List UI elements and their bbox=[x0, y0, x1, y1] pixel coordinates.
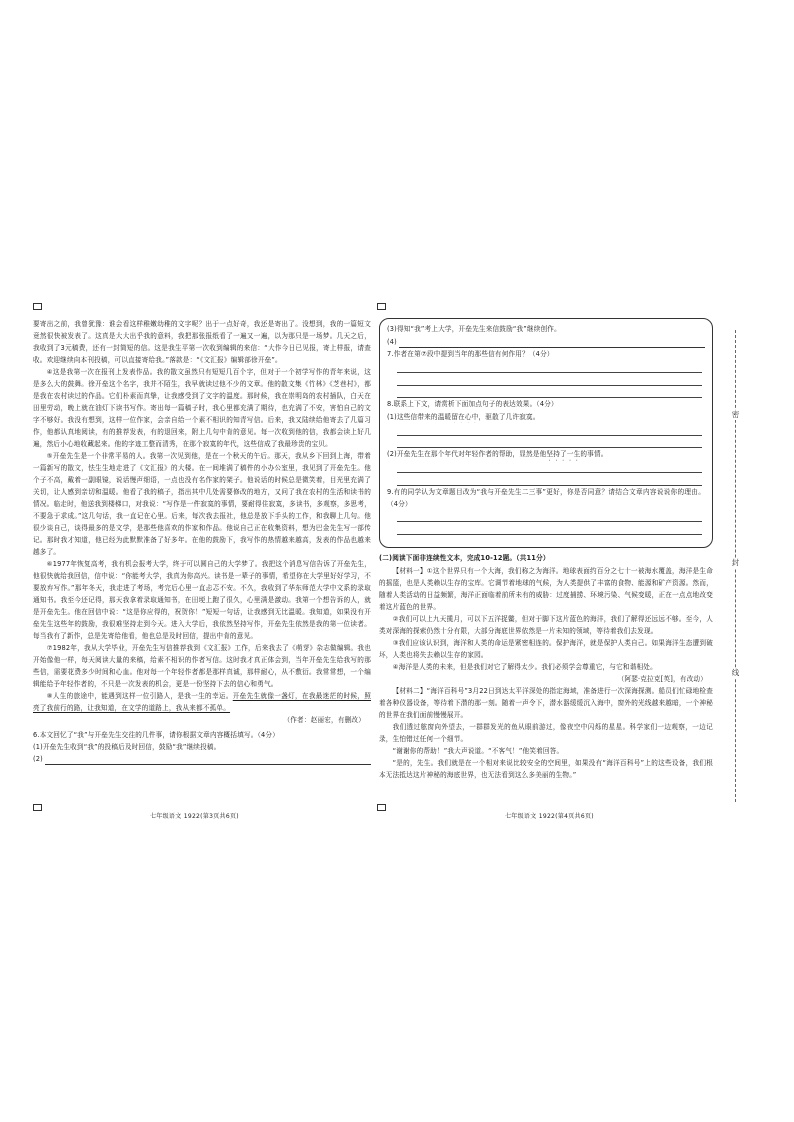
material-source: （阿瑟·克拉克[英]，有改动） bbox=[617, 675, 707, 683]
page-footer-left: 七年级语文 1922(第3页共6页) bbox=[150, 813, 239, 820]
dotted-text: 留在心中 bbox=[451, 412, 479, 421]
closing-text: ⑧人生的旅途中，能遇到这样一位引路人，是我一生的幸运。 bbox=[46, 692, 233, 700]
registration-mark bbox=[33, 303, 42, 310]
material-paragraph: 【材料二】“海洋百科号”3月22日到达太平洋深处的指定海域，准备进行一次深海探测。船员们忙碌地检查着各种仪器设备，等待着下潜的那一刻。随着一声令下，潜水器缓缓沉入海中，窗外的光线越来越暗，一个神秘的世界在我们面前慢慢展开。 bbox=[379, 687, 713, 719]
essay-paragraph: 要寄出之前，我曾犹豫：谁会看这样稚嫩幼稚的文字呢？出于一点好奇，我还是寄出了。没想到，我的一篇短文竟然很快被发表了。这真是大大出乎我的意料，我把那张报纸看了一遍又一遍，以为那只是一场梦。几天之后，我收到了3元稿费，还有一封简短的信。这是我生平第一次收到编辑的来信：“大作今日已见报，寄上样报，请查收。欢迎继续向本刊投稿，可以直接寄给我。”落款是：“《文汇报》编辑部徐开垒”。 bbox=[33, 320, 371, 364]
material-paragraph: ②我们可以上九天揽月，可以下五洋捉鳖，但对于脚下这片蓝色的海洋，我们了解得还远远不够。至今，人类对深海的探索仍然十分有限，大部分海底世界依然是一片未知的领域，等待着我们去发现。 bbox=[379, 615, 713, 635]
answer-line bbox=[397, 522, 702, 535]
item-text: ，驱散了几许寂寞。 bbox=[478, 412, 540, 421]
underlined-sentence: 开垒先生就像一盏灯，在我最迷茫的时候，照亮了我前行的路，让我知道，在文学的道路上，我从来都不孤单。 bbox=[33, 692, 371, 712]
question-8-item-2 bbox=[387, 448, 705, 461]
binding-mark-char: 线 bbox=[729, 668, 742, 678]
left-page-essay bbox=[33, 318, 371, 765]
essay-paragraph: ⑥1977年恢复高考，我有机会报考大学，终于可以圆自己的大学梦了。我把这个消息写信告诉了开垒先生，他很快就给我回信，信中说：“你能考大学，我真为你高兴。读书是一辈子的事情，希望你在大学里好好学习，不要放弃写作。”那年冬天，我走进了考场，考完后心里一直忐忑不安。不久，我收到了华东师范大学中文系的录取通知书。我至今还记得，那天我拿着录取通知书，在田埂上跑了很久，心里满是激动。我第一个想告诉的人，就是开垒先生。他在回信中说：“这是你应得的，祝贺你！”短短一句话，让我感到无比温暖。我知道，如果没有开垒先生这些年的鼓励，我很难坚持走到今天。进入大学后，我依然坚持写作，开垒先生依然是我的第一位读者。每当我有了新作，总是先寄给他看，他也总是及时回信，提出中肯的意见。 bbox=[33, 560, 371, 640]
item-label: (2) bbox=[387, 450, 397, 458]
material-paragraph: 我们透过舷窗向外望去，一群群发光的鱼从眼前游过，像夜空中闪烁的星星。科学家们一边观察，一边记录，生怕错过任何一个细节。 bbox=[379, 723, 713, 743]
material-paragraph: ④海洋是人类的未来，但是我们对它了解得太少。我们必须学会尊重它，与它和谐相处。 bbox=[392, 663, 657, 671]
page-footer-right: 七年级语文 1922(第4页共6页) bbox=[505, 813, 594, 820]
question-7-stem: 7.作者在第⑦段中提到当年的那些信有何作用？（4分） bbox=[387, 350, 554, 358]
essay-paragraph: ④这是我第一次在报刊上发表作品。我的散文虽然只有短短几百个字，但对于一个初学写作的青年来说，这是多么大的鼓舞。徐开垒这个名字，我并不陌生，我早就读过他不少的文章。他的散文集《竹林》《芝巷村》，都是我在农村读过的作品。它们朴素而真挚，让我感受到了文字的温度。那时候，我在崇明岛的农村插队，白天在田里劳动，晚上就在油灯下读书写作。寄出每一篇稿子时，我心里都充满了期待，也充满了不安，害怕自己的文字不够好。我没有想到，这样一位作家，会亲自给一个素不相识的知青写信。后来，我又陆续给他寄去了几篇习作，他都认真地阅读，有的推荐发表，有的退回来，附上几句中肯的意见。每一次收到他的信，我都会读上好几遍，然后小心地收藏起来。他的字迹工整而清秀，在那个寂寞的年代，这些信成了我最珍贵的宝贝。 bbox=[33, 368, 371, 448]
answer-line bbox=[397, 510, 702, 523]
answer-line bbox=[397, 473, 702, 486]
material-paragraph: “是的，先生。我们就是在一个相对来说比较安全的空间里，如果没有“海洋百科号”上的这些设备，我们根本无法抵达这片神秘的海底世界，也无法看到这么多美丽的生物。” bbox=[379, 759, 713, 779]
question-9-stem: 9.有的同学认为文章题目改为“我与开垒先生二三事”更好，你是否同意？请结合文章内容说说你的理由。（4分） bbox=[387, 487, 705, 508]
question-8-stem: 8.联系上下文，请赏析下面加点句子的表达效果。（4分） bbox=[387, 400, 558, 408]
question-6-answer-4 bbox=[387, 336, 705, 349]
question-6-answer-3: (3)得知“我”考上大学，开垒先生来信鼓励“我”继续创作。 bbox=[387, 325, 561, 333]
item-text: 开垒先生在那个年代对年轻作者的帮助，显然是他 bbox=[396, 450, 547, 458]
item-text: 这些信带来的温暖 bbox=[396, 412, 452, 421]
answer-line bbox=[397, 386, 702, 399]
answer-label: (2) bbox=[33, 755, 43, 763]
answer-line bbox=[397, 361, 702, 374]
answer-label: (4) bbox=[387, 338, 397, 346]
answer-line bbox=[397, 436, 702, 449]
answer-line bbox=[397, 461, 702, 474]
binding-mark-char: 封 bbox=[729, 558, 742, 568]
section-title: (二)阅读下面非连续性文本，完成10-12题。（共11分） bbox=[379, 554, 550, 562]
binding-mark-char: 密 bbox=[729, 410, 742, 420]
item-text: 的事情。 bbox=[580, 450, 608, 458]
answer-line bbox=[397, 423, 702, 436]
question-6-answer-1: (1)开垒先生收到“我”的投稿后及时回信，鼓励“我”继续投稿。 bbox=[33, 743, 221, 751]
material-paragraph: “谢谢你的帮助！”我大声说道。“不客气！”他笑着回答。 bbox=[392, 747, 564, 755]
essay-source: （作者：赵丽宏，有删改） bbox=[283, 716, 365, 724]
essay-paragraph: ⑦1982年，我从大学毕业，开垒先生写信推荐我到《文汇报》工作，后来我去了《萌芽》杂志做编辑。我也开始像他一样，每天阅读大量的来稿，给素不相识的作者写信。这时我才真正体会到，当年开垒先生给我写的那些信，需要花费多少时间和心血。他对每一个年轻作者都是那样真诚，那样耐心，从不敷衍。我常常想，一个编辑能给予年轻作者的，不只是一次发表的机会，更是一份坚持下去的信心和勇气。 bbox=[33, 644, 371, 688]
essay-paragraph: ⑤开垒先生是一个非常平易的人。我第一次见到他，是在一个秋天的午后。那天，我从乡下回到上海，带着一篇新写的散文，怯生生地走进了《文汇报》的大楼。在一间堆满了稿件的小办公室里，我见到了开垒先生。他个子不高，戴着一副眼镜，说话慢声细语，一点也没有名作家的架子。他说话的时候总是微笑着，目光里充满了关切，让人感到亲切和温暖。他看了我的稿子，指出其中几处需要修改的地方，又问了我在农村的生活和读书的情况。临走时，他送我到楼梯口，对我说：“写作是一件寂寞的事情，要耐得住寂寞，多读书，多观察，多思考，不要急于求成。”这几句话，我一直记在心里。后来，每次我去报社，他总是放下手头的工作，和我聊上几句。他很少谈自己，谈得最多的是文学，是那些他喜欢的作家和作品。他说自己正在收集资料，想为巴金先生写一部传记。那时我才知道，他已经为此默默准备了好多年。在他的鼓励下，我写作的热情越来越高，发表的作品也越来越多了。 bbox=[33, 452, 371, 556]
essay-closing-paragraph bbox=[33, 690, 371, 714]
reading-section bbox=[379, 552, 713, 781]
answer-line bbox=[45, 755, 371, 765]
material-paragraph: ③我们应该认识到，海洋和人类的命运是紧密相连的。保护海洋，就是保护人类自己。如果海洋生态遭到破坏，人类也将失去赖以生存的家园。 bbox=[379, 639, 713, 659]
registration-mark bbox=[377, 303, 386, 310]
answer-line bbox=[399, 338, 705, 348]
registration-mark bbox=[377, 804, 386, 811]
question-box bbox=[379, 318, 713, 548]
item-label: (1) bbox=[387, 412, 397, 421]
answer-line bbox=[397, 373, 702, 386]
question-8-item-1 bbox=[387, 411, 705, 424]
material-paragraph: 【材料一】①这个世界只有一个大海，我们称之为海洋。地球表面约百分之七十一被海水覆盖，海洋是生命的摇篮，也是人类赖以生存的宝库。它调节着地球的气候，为人类提供了丰富的食物、能源和矿产资源。然而，随着人类活动的日益频繁，海洋正面临着前所未有的威胁：过度捕捞、环境污染、气候变暖，正在一点点地改变着这片蓝色的世界。 bbox=[379, 567, 713, 611]
question-6-answer-2 bbox=[33, 753, 371, 765]
question-6-stem: 6.本文回忆了“我”与开垒先生交往的几件事，请你根据文章内容概括填写。（4分） bbox=[33, 731, 280, 739]
dotted-text: 坚持了一生 bbox=[546, 450, 581, 458]
registration-mark bbox=[33, 804, 42, 811]
